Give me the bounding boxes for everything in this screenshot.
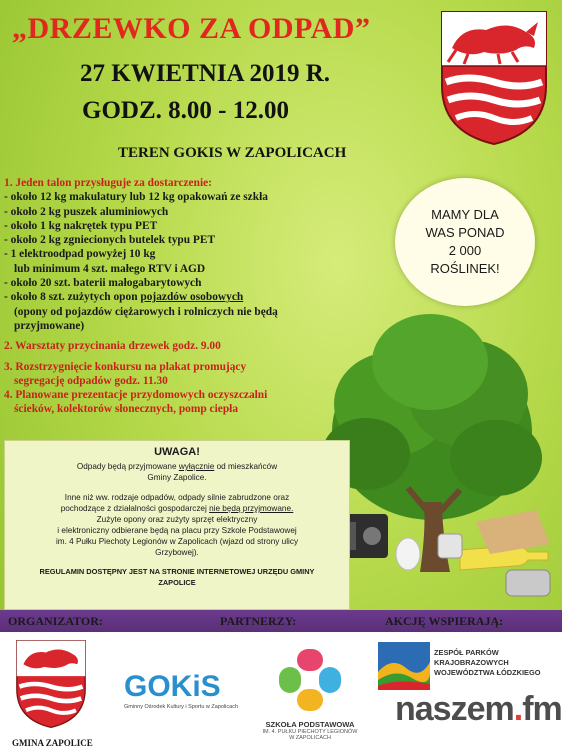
bubble-line: WAS PONAD [425, 225, 505, 240]
sponsors-strip [0, 610, 562, 632]
school-subtitle: IM. 4. PUŁKU PIECHOTY LEGIONÓW [262, 729, 358, 735]
rule-line: - około 8 szt. zużytych opon [4, 291, 141, 304]
footer-logos [0, 632, 562, 750]
notice-heading: UWAGA! [154, 446, 200, 458]
gokis-logo [124, 670, 238, 710]
notice-text: Gminy Zapolice. [147, 473, 207, 482]
notice-text: Inne niż ww. rodzaje odpadów, odpady silnie zabrudzone oraz [64, 493, 290, 502]
rule-item-3-cont: segregację odpadów godz. 11.30 [14, 374, 168, 387]
rule-item-3: 3. Rozstrzygnięcie konkursu na plakat promujący [4, 360, 247, 373]
support-label: AKCJĘ WSPIERAJĄ: [385, 614, 504, 628]
rule-item-2: 2. Warsztaty przycinania drzewek godz. 9.00 [4, 340, 221, 353]
gokis-word: GOKiS [124, 670, 221, 703]
zapolice-crest-icon [438, 8, 550, 148]
school-flower-icon [277, 647, 343, 713]
event-hours: GODZ. 8.00 - 12.00 [82, 97, 289, 124]
gokis-subtitle: Gminny Ośrodek Kultury i Sportu w Zapolicach [124, 704, 239, 710]
notice-p1 [13, 461, 341, 472]
organizer-label: ORGANIZATOR: [8, 614, 103, 628]
notice-text: im. 4 Pułku Piechoty Legionów w Zapolicach (wjazd od strony ulicy [55, 537, 299, 546]
parks-line: ZESPÓŁ PARKÓW [434, 648, 499, 657]
watermark-text: fm [522, 690, 562, 728]
parks-line: KRAJOBRAZOWYCH [434, 658, 509, 667]
event-date: 27 KWIETNIA 2019 R. [80, 60, 331, 87]
rule-line: - około 12 kg makulatury lub 12 kg opakowań ze szkła [4, 191, 268, 204]
notice-text: i elektroniczny odbierane będą na placu przy Szkole Podstawowej [57, 526, 297, 535]
rule-line: przyjmowane) [14, 319, 85, 332]
rules-list [4, 176, 334, 417]
notice-regulation: REGULAMIN DOSTĘPNY JEST NA STRONIE INTERNETOWEJ URZĘDU GMINY [39, 567, 315, 576]
rule-item-4: 4. Planowane prezentacje przydomowych oczyszczalni [4, 389, 268, 402]
landscape-parks-icon [378, 642, 430, 690]
rule-item-1-title: 1. Jeden talon przysługuje za dostarczenie: [4, 177, 212, 189]
notice-text-underlined: wyłącznie [178, 462, 215, 471]
watermark-text: naszem [395, 690, 514, 728]
event-title: „DRZEWKO ZA ODPAD” [12, 12, 371, 45]
partners-label: PARTNERZY: [220, 614, 297, 628]
gmina-crest-icon [14, 638, 88, 730]
event-venue: TEREN GOKIS W ZAPOLICACH [118, 145, 347, 161]
notice-p2-line [13, 503, 341, 514]
parks-text [434, 648, 562, 678]
school-logo [250, 647, 370, 741]
school-name: SZKOŁA PODSTAWOWA [265, 720, 355, 729]
rule-line: - około 1 kg nakrętek typu PET [4, 219, 158, 232]
watermark-dot: . [513, 690, 523, 728]
bubble-line: MAMY DLA [431, 207, 499, 222]
notice-text-underlined: nie będą przyjmowane. [209, 504, 294, 513]
rule-line: (opony od pojazdów ciężarowych i rolniczych nie będą [14, 305, 278, 318]
school-subtitle: W ZAPOLICACH [289, 735, 331, 741]
rule-line: - około 20 szt. baterii małogabarytowych [4, 277, 202, 290]
bubble-line: ROŚLINEK! [430, 261, 500, 276]
watermark [395, 690, 562, 729]
notice-text: Odpady będą przyjmowane [76, 462, 179, 471]
notice-text: Grzybowej). [155, 548, 199, 557]
gmina-label: GMINA ZAPOLICE [12, 738, 93, 748]
bubble-line: 2 000 [448, 243, 482, 258]
rule-item-4-cont: ścieków, kolektorów słonecznych, pomp ciepła [14, 403, 239, 416]
notice-text: pochodzące z działalności gospodarczej [60, 504, 210, 513]
rule-line: lub minimum 4 szt. małego RTV i AGD [14, 262, 206, 275]
rule-line: - 1 elektroodpad powyżej 10 kg [4, 248, 156, 261]
notice-box [4, 440, 350, 610]
parks-logo [378, 642, 541, 695]
rule-line-underlined: pojazdów osobowych [140, 291, 244, 304]
notice-regulation-cont: ZAPOLICE [158, 578, 196, 587]
parks-line: WOJEWÓDZTWA ŁÓDZKIEGO [434, 668, 541, 677]
notice-text: od mieszkańców [214, 462, 278, 471]
rule-line-tires [4, 290, 334, 304]
rule-line: - około 2 kg zgniecionych butelek typu PET [4, 234, 216, 247]
rule-line: - około 2 kg puszek aluminiowych [4, 205, 169, 218]
notice-text: Zużyte opony oraz zużyty sprzęt elektryczny [96, 515, 258, 524]
